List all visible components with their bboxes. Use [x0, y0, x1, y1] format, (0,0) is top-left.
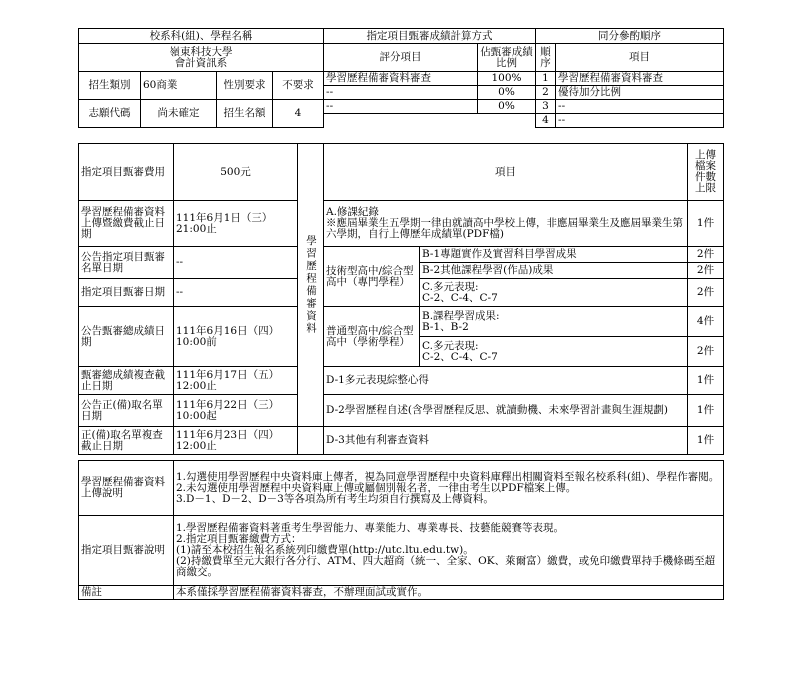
method-column-header: 指定項目甄審成績計算方式	[324, 29, 536, 44]
quota-value: 4	[273, 100, 324, 128]
side-label-spacer	[298, 427, 324, 455]
score-item: --	[324, 100, 478, 114]
recheck-deadline-value: 111年6月17日（五）12:00止	[174, 367, 298, 395]
upload-deadline-label: 學習歷程備審資料上傳暨繳費截止日期	[79, 201, 174, 247]
gender-value: 不要求	[273, 72, 324, 100]
announce-list-label: 公告指定項目甄審名單日期	[79, 247, 174, 279]
item-c1-text: C.多元表現: C-2、C-4、C-7	[420, 279, 688, 307]
item-c2-text: C.多元表現: C-2、C-4、C-7	[420, 337, 688, 367]
order-item-header: 項目	[556, 44, 724, 72]
order-column-header: 同分參酌順序	[536, 29, 724, 44]
score-item-header: 評分項目	[324, 44, 478, 72]
fee-value: 500元	[174, 144, 298, 201]
recheck-deadline-label: 甄審總成績複查截止日期	[79, 367, 174, 395]
item-header: 項目	[324, 144, 688, 201]
remark-label: 備註	[79, 586, 174, 600]
exam-note-text: 1.學習歷程備審資料著重考生學習能力、專業能力、專業專長、技藝能競賽等表現。 2.指定項目甄審繳費方式： (1)請至本校招生報名系統列印繳費單(http://utc.ltu.edu.tw)。 (2)持繳費單至元大銀行各分行、ATM、四大超商（統一、全家、OK、萊爾富）繳費，或免印繳費單持手機條碼至超商繳交。	[174, 516, 724, 586]
score-ratio-header: 佔甄審成績比例	[478, 44, 536, 72]
school-dept-name	[79, 44, 324, 72]
upload-note-text: 1.勾選使用學習歷程中央資料庫上傳者，視為同意學習歷程中央資料庫釋出相關資料至報名校系科(組)、學程作審閱。 2.未勾選使用學習歷程中央資料庫上傳或屬個別報名者，一律由考生以PDF檔案上傳。 3.D－1、D－2、D－3等各項為所有考生均須自行撰寫及上傳資料。	[174, 461, 724, 516]
general-school-label: 普通型高中/綜合型高中（學術學程）	[324, 307, 420, 367]
choice-code-value: 尚未確定	[141, 100, 217, 128]
item-b2-text: B-2其他課程學習(作品)成果	[420, 263, 688, 279]
admit-list-date-value: 111年6月22日（三）10:00起	[174, 395, 298, 427]
item-c2-limit: 2件	[688, 337, 724, 367]
order-seq: 4	[536, 114, 556, 128]
enroll-type-label: 招生類別	[79, 72, 141, 100]
item-d1-limit: 1件	[688, 367, 724, 395]
order-item: 學習歷程備審資料審查	[556, 72, 724, 86]
review-items-table	[78, 143, 724, 455]
dept-name: 會計資訊系	[174, 56, 228, 69]
item-b1-limit: 2件	[688, 247, 724, 263]
score-item: 學習歷程備審資料審查	[324, 72, 478, 86]
dept-column-header: 校系科(組)、學程名稱	[79, 29, 324, 44]
tech-school-label: 技術型高中/綜合型高中（專門學程）	[324, 247, 420, 307]
exam-date-label: 指定項目甄審日期	[79, 279, 174, 307]
score-ratio: 100%	[478, 72, 536, 86]
item-d1-text: D-1多元表現綜整心得	[324, 367, 688, 395]
enroll-type-value: 60商業	[141, 72, 217, 100]
order-seq: 1	[536, 72, 556, 86]
result-date-value: 111年6月16日（四）10:00前	[174, 307, 298, 367]
order-seq: 3	[536, 100, 556, 114]
upload-note-label: 學習歷程備審資料上傳說明	[79, 461, 174, 516]
upload-limit-header: 上傳檔案件數上限	[688, 144, 724, 201]
order-item: --	[556, 114, 724, 128]
order-seq: 2	[536, 86, 556, 100]
admission-summary-table	[78, 28, 724, 128]
order-item: 優待加分比例	[556, 86, 724, 100]
quota-label: 招生名額	[217, 100, 273, 128]
order-seq-header: 順序	[536, 44, 556, 72]
notes-table	[78, 460, 724, 600]
score-ratio: 0%	[478, 100, 536, 114]
gender-label: 性別要求	[217, 72, 273, 100]
item-d3-text: D-3其他有利審查資料	[324, 427, 688, 455]
announce-list-value: --	[174, 247, 298, 279]
admit-recheck-label: 正(備)取名單複查截止日期	[79, 427, 174, 455]
admit-recheck-value: 111年6月23日（四）12:00止	[174, 427, 298, 455]
exam-note-label: 指定項目甄審說明	[79, 516, 174, 586]
item-c1-limit: 2件	[688, 279, 724, 307]
item-a-text: A.修課紀錄 ※應屆畢業生五學期一律由就讀高中學校上傳，非應屆畢業生及應屆畢業生第六學期，自行上傳歷年成績單(PDF檔)	[324, 201, 688, 247]
score-item: --	[324, 86, 478, 100]
blank-cell	[324, 114, 536, 128]
order-item: --	[556, 100, 724, 114]
item-d2-limit: 1件	[688, 395, 724, 427]
result-date-label: 公告甄審總成績日期	[79, 307, 174, 367]
school-name: 嶺東科技大學	[169, 45, 233, 58]
item-d2-text: D-2學習歷程自述(含學習歷程反思、就讀動機、未來學習計畫與生涯規劃)	[324, 395, 688, 427]
item-d3-limit: 1件	[688, 427, 724, 455]
score-ratio: 0%	[478, 86, 536, 100]
choice-code-label: 志願代碼	[79, 100, 141, 128]
item-b1-text: B-1專題實作及實習科目學習成果	[420, 247, 688, 263]
admit-list-date-label: 公告正(備)取名單日期	[79, 395, 174, 427]
item-b-general-limit: 4件	[688, 307, 724, 337]
item-b2-limit: 2件	[688, 263, 724, 279]
item-a-limit: 1件	[688, 201, 724, 247]
exam-date-value: --	[174, 279, 298, 307]
upload-deadline-value: 111年6月1日（三）21:00止	[174, 201, 298, 247]
remark-text: 本系僅採學習歷程備審資料審查，不辦理面試或實作。	[174, 586, 724, 600]
fee-label: 指定項目甄審費用	[79, 144, 174, 201]
portfolio-side-label: 學習歷程備審資料	[298, 144, 324, 427]
item-b-general-text: B.課程學習成果: B-1、B-2	[420, 307, 688, 337]
